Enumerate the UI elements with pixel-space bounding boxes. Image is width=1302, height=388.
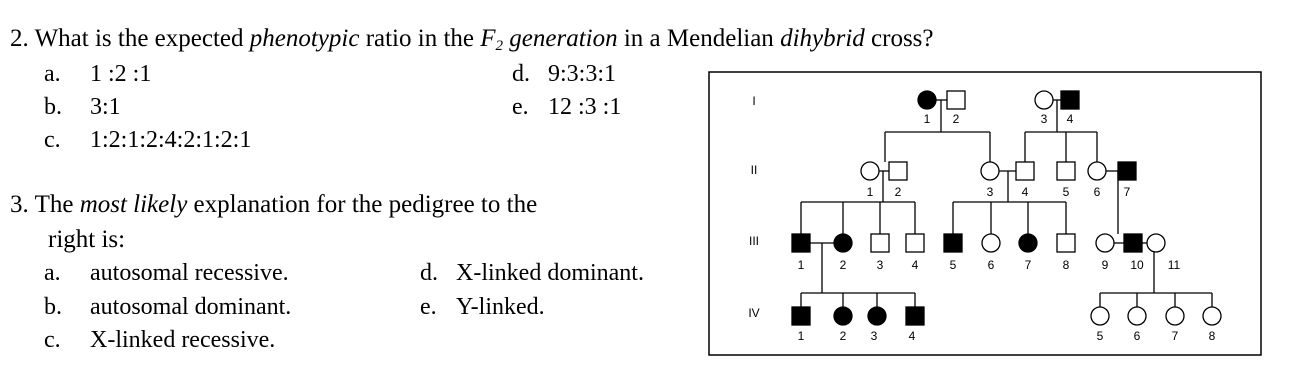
gen4-label: 8	[1208, 329, 1216, 343]
gen1-label: 2	[952, 112, 960, 126]
q2-option-e-text: 12 :3 :1	[548, 94, 622, 120]
gen3-ind2-affected-female	[834, 234, 852, 252]
question-3-stem-line2: right is:	[48, 226, 126, 253]
gen3-label: 9	[1101, 258, 1109, 272]
gen3-ind1-affected-male	[792, 234, 810, 252]
gen4-ind4-affected-male	[906, 307, 924, 325]
q2-option-c-letter: c.	[44, 127, 61, 153]
q3-option-e-letter: e.	[420, 294, 437, 320]
q3-option-c-text: X-linked recessive.	[90, 327, 276, 353]
gen3-label: 6	[987, 258, 995, 272]
gen2-ind4-unaffected-male	[1016, 162, 1034, 180]
gen1-ind4-affected-male	[1061, 91, 1079, 109]
gen3-ind11-unaffected-female	[1147, 234, 1165, 252]
gen4-label: 4	[908, 329, 916, 343]
gen1-label: 3	[1040, 112, 1048, 126]
gen2-label: 5	[1062, 185, 1070, 199]
gen3-ind9-unaffected-female	[1096, 234, 1114, 252]
gen4-label: 7	[1171, 329, 1179, 343]
question-3-stem-line1	[10, 191, 537, 219]
question-2-stem	[10, 25, 934, 60]
gen2-ind2-unaffected-male	[889, 162, 907, 180]
q2-stem-italic-phenotypic: phenotypic	[249, 25, 360, 52]
q3-option-b-letter: b.	[44, 294, 62, 320]
q3-stem-part: The	[34, 191, 80, 218]
gen4-ind7-unaffected-female	[1166, 307, 1184, 325]
q3-option-c-letter: c.	[44, 327, 61, 353]
pedigree-diagram	[708, 71, 1262, 356]
gen1-label: 4	[1066, 112, 1074, 126]
gen3-label: 10	[1130, 258, 1144, 272]
gen2-ind3-unaffected-female	[981, 162, 999, 180]
gen4-ind6-unaffected-female	[1128, 307, 1146, 325]
gen2-ind7-affected-male	[1118, 162, 1136, 180]
gen2-ind1-unaffected-female	[861, 162, 879, 180]
gen3-ind3-unaffected-male	[871, 234, 889, 252]
gen1-ind1-affected-female	[918, 91, 936, 109]
gen3-ind8-unaffected-male	[1057, 234, 1075, 252]
generation-label-III: III	[748, 234, 760, 248]
q2-option-c-text: 1:2:1:2:4:2:1:2:1	[90, 127, 252, 153]
gen3-label: 4	[911, 258, 919, 272]
gen2-label: 4	[1021, 185, 1029, 199]
gen4-label: 5	[1096, 329, 1104, 343]
q3-option-b-text: autosomal dominant.	[90, 294, 292, 320]
gen3-label: 7	[1024, 258, 1032, 272]
q3-option-e-text: Y-linked.	[456, 294, 545, 320]
q3-stem-part: explanation for the pedigree to the	[187, 191, 538, 218]
gen4-label: 2	[839, 329, 847, 343]
q2-option-a-text: 1 :2 :1	[90, 61, 152, 87]
generation-label-I: I	[752, 94, 756, 108]
q2-option-d-text: 9:3:3:1	[548, 61, 617, 87]
q2-option-b-text: 3:1	[90, 94, 121, 120]
gen4-ind5-unaffected-female	[1091, 307, 1109, 325]
q3-option-a-text: autosomal recessive.	[90, 260, 289, 286]
gen4-ind3-affected-female	[868, 307, 886, 325]
q2-option-d-letter: d.	[512, 61, 530, 87]
gen3-ind7-affected-female	[1019, 234, 1037, 252]
q2-stem-part: cross?	[864, 25, 934, 52]
gen1-label: 1	[923, 112, 931, 126]
gen1-ind2-unaffected-male	[947, 91, 965, 109]
q2-option-a-letter: a.	[44, 61, 61, 87]
gen2-label: 3	[986, 185, 994, 199]
q2-stem-part: What is the expected	[34, 25, 250, 52]
q2-stem-italic-generation: generation	[503, 25, 618, 52]
gen2-label: 6	[1093, 185, 1101, 199]
question-2-number: 2.	[10, 25, 29, 52]
q2-stem-italic-dihybrid: dihybrid	[780, 25, 865, 52]
q2-option-e-letter: e.	[512, 94, 529, 120]
gen2-label: 1	[866, 185, 874, 199]
question-3-number: 3.	[10, 191, 29, 218]
q2-stem-part: in a Mendelian	[617, 25, 781, 52]
gen2-ind6-unaffected-female	[1088, 162, 1106, 180]
q2-stem-subscript-2: 2	[495, 38, 504, 54]
gen3-label: 8	[1062, 258, 1070, 272]
gen4-label: 6	[1133, 329, 1141, 343]
generation-label-IV: IV	[748, 306, 760, 320]
gen3-label: 2	[839, 258, 847, 272]
q3-option-a-letter: a.	[44, 260, 61, 286]
q3-stem-italic-most-likely: most likely	[79, 191, 188, 218]
gen3-label: 11	[1167, 258, 1181, 272]
q3-option-d-letter: d.	[420, 260, 438, 286]
gen4-ind2-affected-female	[834, 307, 852, 325]
gen3-label: 5	[949, 258, 957, 272]
gen3-label: 1	[797, 258, 805, 272]
q2-stem-part: ratio in the	[359, 25, 481, 52]
gen4-label: 1	[797, 329, 805, 343]
gen1-ind3-unaffected-female	[1035, 91, 1053, 109]
gen3-ind4-unaffected-male	[906, 234, 924, 252]
q3-option-d-text: X-linked dominant.	[456, 260, 644, 286]
gen2-ind5-unaffected-male	[1057, 162, 1075, 180]
gen2-label: 2	[894, 185, 902, 199]
gen3-ind10-affected-male	[1124, 234, 1142, 252]
gen4-label: 3	[870, 329, 878, 343]
generation-label-II: II	[750, 163, 758, 177]
gen4-ind8-unaffected-female	[1203, 307, 1221, 325]
gen3-label: 3	[876, 258, 884, 272]
q2-option-b-letter: b.	[44, 94, 62, 120]
gen2-label: 7	[1123, 185, 1131, 199]
gen3-ind6-unaffected-female	[982, 234, 1000, 252]
q2-stem-italic-f: F	[480, 25, 496, 52]
gen3-ind5-affected-male	[944, 234, 962, 252]
gen4-ind1-affected-male	[792, 307, 810, 325]
